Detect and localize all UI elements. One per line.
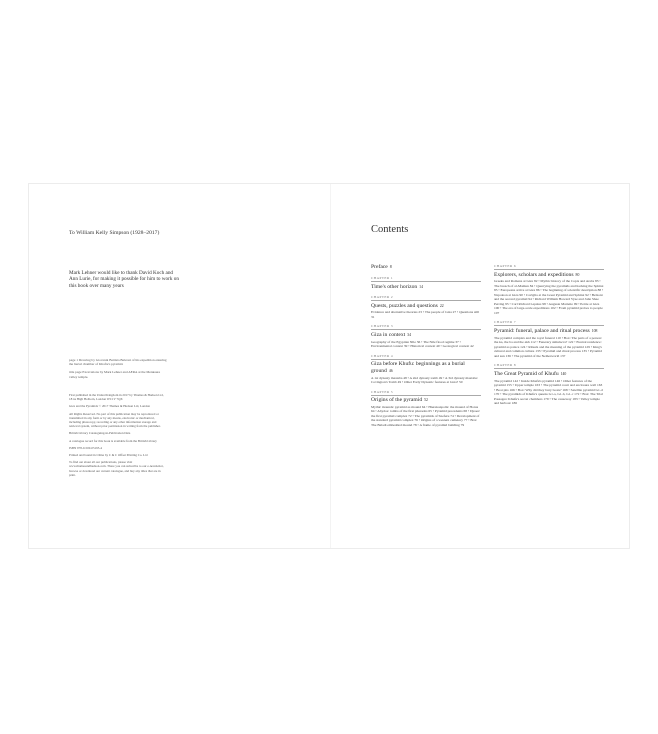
- imprint-line: To find out about all our publications, please visit www.thamesandhudson.com. There you can subscribe to our e-newsletter, browse or download our current catalogue, and buy any titles that are in print.: [69, 460, 164, 477]
- chapter-page: 34: [407, 332, 411, 337]
- chapter-entry: [494, 363, 604, 405]
- chapter-page: 80: [575, 272, 580, 277]
- acknowledgement-text: Mark Lehner would like to thank David Koch and Ann Lurie, for making it possible for him to work on this book over many years: [69, 270, 179, 289]
- chapter-sections: A 1st dynasty mastaba 48 • A 2nd dynasty tomb 49 • A 3rd dynasty mastaba: Covington's Tomb 49 • Other Early Dynastic features at Giza? 50: [371, 375, 478, 385]
- chapter-page: 22: [439, 303, 444, 308]
- book-spread: [28, 183, 630, 549]
- image-captions: [69, 358, 167, 383]
- caption-title-page: title page Excavations by Mark Lehner and AERA at the Menkaure valley temple.: [69, 370, 161, 379]
- dedication: To William Kelly Simpson (1928–2017): [69, 230, 160, 236]
- chapter-title-line: [371, 284, 481, 290]
- chapter-page: 14: [419, 284, 423, 289]
- chapter-label: CHAPTER 8: [494, 363, 604, 369]
- chapter-label: CHAPTER 1: [371, 276, 481, 282]
- chapter-title-line: [371, 303, 481, 309]
- chapter-sections: Geography of the Egyptian Nile 36 • The Nile flood regime 37 • Environmental context 39 • Historical context 40 • Geological context 42: [371, 339, 474, 349]
- imprint-line: Printed and bound in China by C & C Offset Printing Co. Ltd: [69, 453, 148, 458]
- chapter-title-line: [371, 397, 481, 403]
- chapter-page: 140: [560, 371, 567, 376]
- contents-title: Contents: [371, 224, 409, 235]
- imprint-line: First published in the United Kingdom in 2017 by Thames & Hudson Ltd, 181A High Holborn, London WC1V 7QX: [69, 393, 164, 402]
- chapter-title-line: [494, 371, 604, 377]
- chapter-list-left: [371, 276, 481, 427]
- chapter-title-line: [494, 328, 604, 334]
- chapter-title-line: [371, 332, 481, 338]
- chapter-label: CHAPTER 7: [494, 320, 604, 326]
- chapter-page: 108: [591, 328, 598, 333]
- chapter-title-line: [494, 272, 604, 278]
- chapter-entry: [371, 354, 481, 385]
- chapter-title: Giza before Khufu: beginnings as a burial ground: [371, 361, 465, 374]
- chapter-entry: [371, 276, 481, 290]
- chapter-entry: [371, 324, 481, 348]
- chapter-sections: Greeks and Romans at Giza 82 • Mythic history of the Copts and Arabs 83 • The breach of al-Mamun 84 • Quarrying the pyramids and hacking the Sphinx 85 • Europeans arrive at Giza 86 • The beginning of scientific description 88 • Napoleon at Giza 90 • Caviglia at the Great Pyramid and Sphinx 92 • Belzoni and the second pyramid 94 • Richard William Howard Vyse and John Shae Perring 95 • Carl Richard Lepsius 98 • Auguste Mariette 99 • Petrie at Giza 100 • The era of large-scale expeditions 102 • From pyramid probes to people 107: [494, 279, 604, 315]
- chapter-sections: The pyramid 142 • Inside Khufu's pyramid 146 • Other features of the pyramid 155 • Upper temple 163 • The pyramid court and enclosure wall 163 • Boat pits 166 • Box: Why did they bury boats? 168 • Satellite pyramid G1-d 170 • The pyramids of Khufu's queens G1-a, G1-b, G1-c 172 • Box: The Trial Passages: Khufu's secret chambers 179 • The causeway 183 • Valley temple and harbour 186: [494, 378, 603, 406]
- chapter-title: Origins of the pyramid: [371, 397, 423, 404]
- chapter-title: Pyramid: funeral, palace and ritual process: [494, 327, 590, 334]
- chapter-label: CHAPTER 4: [371, 354, 481, 360]
- chapter-label: CHAPTER 3: [371, 324, 481, 330]
- chapter-label: CHAPTER 5: [371, 390, 481, 396]
- imprint-line: ISBN 978-0-500-05195-4: [69, 445, 103, 450]
- caption-page-1: page 1 Drawing by Giovanni Battista Belzoni of his expedition entering the burial chamber of Khafre's pyramid.: [69, 358, 167, 367]
- chapter-title: Time's other horizon: [371, 283, 418, 290]
- chapter-label: CHAPTER 2: [371, 295, 481, 301]
- imprint-line: British Library Cataloguing-in-Publication Data: [69, 431, 131, 436]
- chapter-list-right: [494, 264, 604, 406]
- chapter-sections: Mythic mounds: pyramid as mound 64 • Hierakonpolis: the mound of Horus 64 • Abydos: tombs of the first pharaohs 65 • Pyramid precedents 68 • Djoser: the first pyramid complex 72 • The pyramids of Sneferu 74 • Development of the standard pyramid complex 76 • Origins of a western cemetery 77 • Box: The Baladi embedded mound 78 • A frame of pyramid building 79: [371, 404, 481, 427]
- preface-label: Preface: [371, 264, 388, 270]
- imprint-line: Giza and the Pyramids © 2017 Thames & Hudson Ltd, London: [69, 404, 150, 409]
- contents-column-right: [494, 264, 604, 411]
- chapter-label: CHAPTER 6: [494, 264, 604, 270]
- imprint-line: All Rights Reserved. No part of this publication may be reproduced or transmitted in any form or by any means, electronic or mechanical, including photocopy, recording or any other information storage and retrieval system, without prior permission in writing from the publisher.: [69, 411, 161, 428]
- chapter-title-line: [371, 361, 481, 374]
- chapter-entry: [371, 390, 481, 428]
- contents-column-left: [371, 264, 481, 432]
- chapter-title: Giza in context: [371, 331, 406, 338]
- chapter-entry: [494, 264, 604, 315]
- imprint-line: A catalogue record for this book is available from the British Library: [69, 438, 157, 443]
- book-gutter: [330, 184, 331, 548]
- chapter-sections: The pyramid complex and the royal funeral 110 • Box: The parts of a person: the ka, the ba and the akh 112 • Funerary simulacra? 122 • Eternal residence: pyramid as palace 124 • Rituals and the meaning of the pyramid 129 • King's cultural and common culture 133 • Pyramid and ritual process 135 • Pyramid and sun 136 • The pyramid of the Netherworld 137: [494, 335, 602, 358]
- chapter-page: 46: [388, 368, 393, 373]
- chapter-page: 52: [424, 398, 428, 403]
- chapter-title: The Great Pyramid of Khufu: [494, 370, 559, 377]
- chapter-title: Quests, puzzles and questions: [371, 302, 438, 309]
- preface-page: 8: [389, 264, 392, 269]
- chapter-sections: Evidence and alternative theories 23 • The people of Giza 27 • Questions still 31: [371, 310, 480, 319]
- imprint-block: [69, 393, 167, 480]
- chapter-title: Explorers, scholars and expeditions: [494, 271, 574, 278]
- preface-entry: [371, 264, 481, 270]
- chapter-entry: [494, 320, 604, 358]
- chapter-entry: [371, 295, 481, 319]
